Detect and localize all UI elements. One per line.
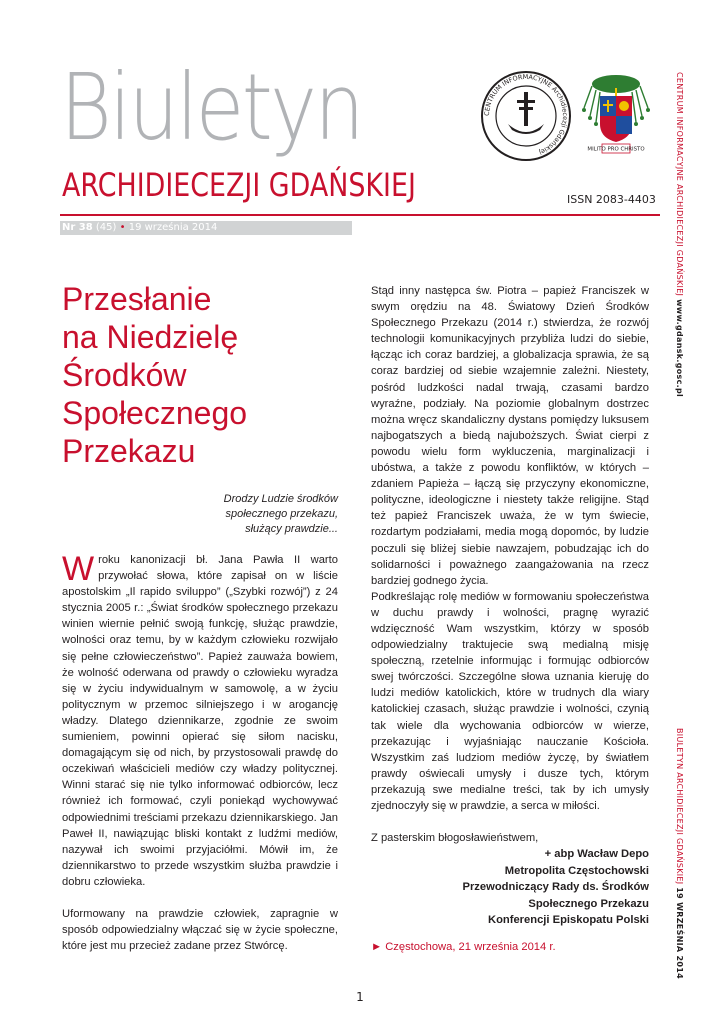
- arrow-icon: ►: [371, 940, 383, 953]
- paragraph-2: Uformowany na prawdzie człowiek, zapragnie w sposób odpowiedzialny włączać się w życie społeczne, które jest mu przecież zadane przez Stwórcę.: [62, 907, 338, 953]
- paragraph-1: [62, 552, 338, 890]
- top-rule: [60, 214, 660, 216]
- issue-paren: (45): [95, 222, 117, 233]
- column-left: [62, 552, 338, 954]
- place-date: [371, 939, 649, 955]
- signature-block: [371, 846, 649, 929]
- issue-number: Nr 38: [62, 222, 93, 233]
- issue-bar: [60, 221, 352, 235]
- side-top-text: [675, 72, 684, 397]
- cig-ring-text: CENTRUM INFORMACYJNE Archidiecezji Gdańskiej: [482, 72, 570, 157]
- issue-date: 19 września 2014: [128, 222, 218, 233]
- side-top-org: CENTRUM INFORMACYJNE ARCHIDIECEZJI GDAŃSKIEJ: [675, 72, 684, 297]
- place-date-text: Częstochowa, 21 września 2014 r.: [385, 940, 556, 953]
- issn: ISSN 2083-4403: [567, 193, 656, 206]
- issue-bullet: •: [119, 222, 126, 233]
- signature-line: Konferencji Episkopatu Polski: [487, 914, 649, 927]
- signature-line: Metropolita Częstochowski: [504, 864, 649, 877]
- article-title: [62, 280, 247, 470]
- column-right: [371, 283, 649, 955]
- masthead-subtitle: ARCHIDIECEZJI GDAŃSKIEJ: [62, 166, 416, 204]
- cig-logo: [480, 70, 572, 162]
- lead-line: społecznego przekazu,: [225, 508, 338, 520]
- title-line: na Niedzielę: [62, 319, 239, 355]
- lead-line: Drodzy Ludzie środków: [223, 493, 338, 505]
- paragraph-3: Stąd inny następca św. Piotra – papież Franciszek w swym orędziu na 48. Światowy Dzień Środków Społecznego Przekazu (2014 r.) stwierdza, że rozwój technologii komunikacyjnych przybliża ludzi do siebie, łącząc ich coraz bardziej, a globalizacja sprawia, że są coraz bardziej od siebie wzajemnie zależni. Niestety, pośród ludzkości nadal trwają, czasami bardzo wyraźne, podziały. Na poziomie globalnym dostrzec można wręcz skandaliczny dystans pomiędzy luksusem najbogatszych a biedą najuboższych. Świat cierpi z powodu wielu form wykluczenia, marginalizacji i ubóstwa, a także z powodu konfliktów, w których – zdaniem Papieża – łączą się przyczyny ekonomiczne, polityczne, ideologiczne i niestety także religijne. Stąd też papież Franciszek uważa, że w tym świecie, rozdartym podziałami, media mogą dopomóc, by ludzie poczuli się bliżej siebie nawzajem, pobudzając ich do solidarności i poważnego zaangażowania na rzecz bardziej godnego życia.: [371, 285, 649, 587]
- title-line: Społecznego: [62, 395, 248, 431]
- page-number: 1: [356, 990, 364, 1004]
- side-bottom-date: 19 WRZEŚNIA 2014: [675, 887, 684, 979]
- side-bottom-text: [675, 728, 684, 979]
- title-line: Przekazu: [62, 433, 196, 469]
- side-top-url: www.gdansk.gosc.pl: [675, 299, 684, 398]
- paragraph-1-text: roku kanonizacji bł. Jana Pawła II warto przywołać słowa, które zapisał on w liście apostolskim „Il rapido sviluppo” („Szybki rozwój”) z 24 stycznia 2005 r.: „Świat środków społecznego przekazu winien wiernie pełnić swoją funkcję, służąc prawdzie, wolności oraz temu, by w każdym człowieku rozwijało się pełne człowieczeństwo”. Papież zauważa bowiem, że wolność oderwana od prawdy o człowieku wyradza się w życiu indywidualnym w samowolę, a w życiu politycznym w przemoc silniejszego i w arogancję władzy. Dlatego dziennikarze, zgodnie ze swoim sumieniem, powinni opierać się siłom nacisku, domagającym się od nich, by przystosowali prawdę do oczekiwań właścicieli mediów czy władzy politycznej. Winni starać się nie tylko informować odbiorców, lecz również ich formować, czyli poniekąd wychowywać odpowiednimi treściami przekazu dziennikarskiego. Jan Paweł II, nawiązując bliski kontakt z ludźmi mediów, nazywał ich swoimi przyjaciółmi. Mówił im, że dziennikarstwo to przede wszystkim służba prawdzie i dobru człowieka.: [62, 554, 338, 888]
- masthead-title: Biuletyn: [60, 54, 362, 161]
- coat-of-arms-logo: [578, 68, 654, 158]
- lead: [180, 492, 338, 537]
- paragraph-4: Podkreślając rolę mediów w formowaniu społeczeństwa w duchu prawdy i wolności, pragnę wyrazić wdzięczność Wam wszystkim, którzy w sposób odpowiedzialny traktujecie swą medialną misję społeczną, rzetelnie informując i formując odbiorców swej twórczości. Szczególne słowa uznania kieruję do ludzi mediów katolickich, które w trudnych dla wiary katolickiej czasach, służąc prawdzie i wolności, czynią tak wiele dla wychowania odbiorców w wierze, przekazując i wyjaśniając nauczanie Kościoła. Wszystkim zaś ludziom mediów życzę, by światłem prawdy oświecali umysły i dusze tych, którym przekazują swe medialne treści, tak by ich umysły zjednoczyły się w prawdzie, a serca w miłości.: [371, 590, 649, 812]
- signature-line: + abp Wacław Depo: [544, 848, 649, 861]
- title-line: Środków: [62, 357, 187, 393]
- title-line: Przesłanie: [62, 281, 212, 317]
- side-bottom-title: BIULETYN ARCHIDIECEZJI GDAŃSKIEJ: [675, 728, 684, 885]
- signature-line: Przewodniczący Rady ds. Środków: [462, 881, 649, 894]
- lead-line: służący prawdzie...: [245, 523, 338, 535]
- coat-motto: MILITO PRO CHRISTO: [587, 146, 645, 153]
- signature-line: Społecznego Przekazu: [528, 897, 649, 910]
- greeting: Z pasterskim błogosławieństwem,: [371, 832, 539, 845]
- drop-cap: W: [62, 550, 95, 588]
